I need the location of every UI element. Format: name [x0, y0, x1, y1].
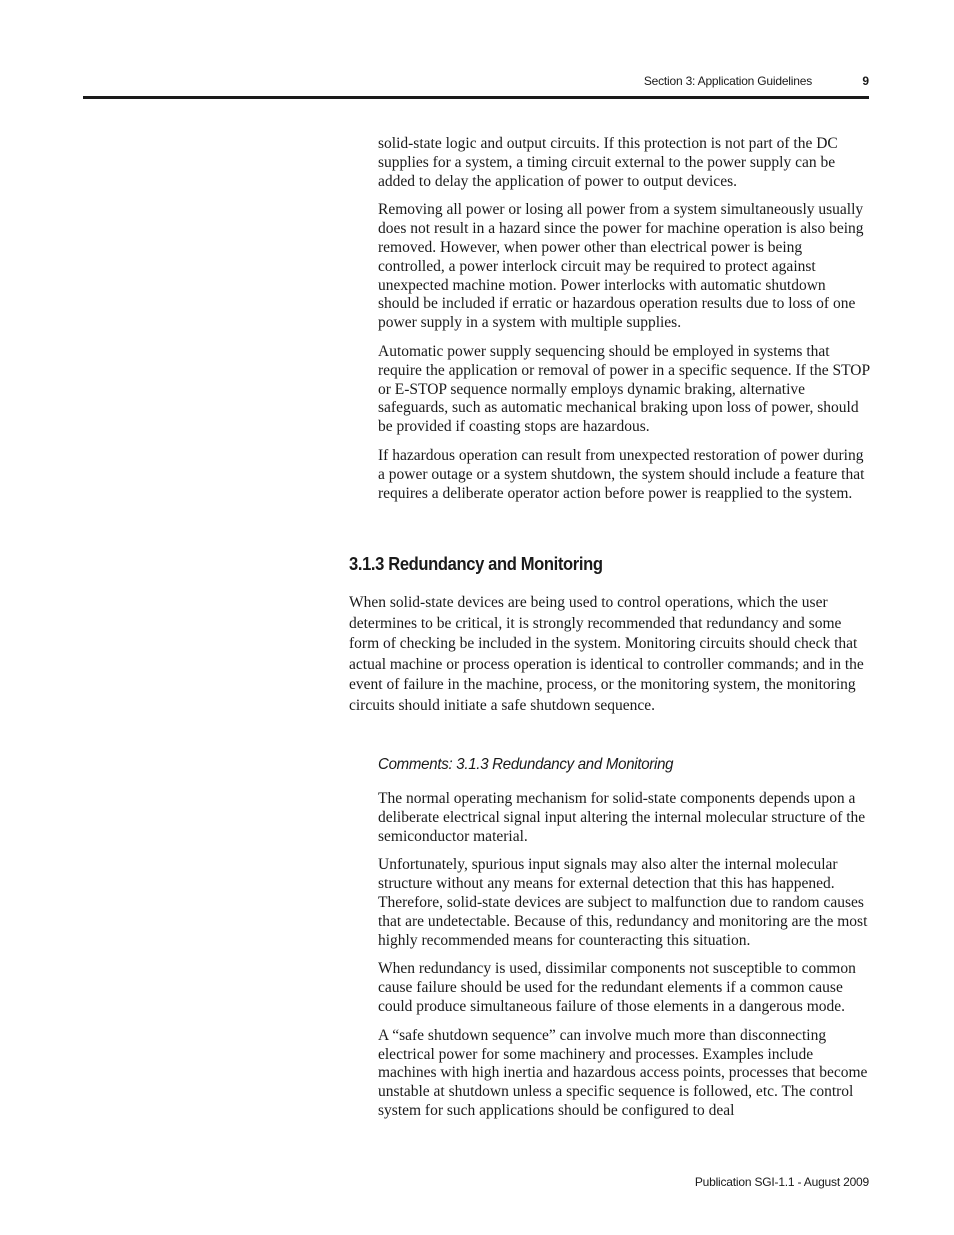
paragraph: When redundancy is used, dissimilar components not susceptible to common cause failure should be used for the redundant elements if a common cause could produce simultaneous failure of those elements in a dangerous mode. — [378, 960, 856, 1015]
paragraph: solid-state logic and output circuits. If this protection is not part of the DC supplies for a system, a timing circuit external to the power supply can be added to delay the application of power to output devices. — [378, 135, 838, 190]
running-header — [0, 74, 954, 94]
paragraph: Automatic power supply sequencing should be employed in systems that require the application or removal of power in a specific sequence. If the STOP or E-STOP sequence normally employs dynamic braking, alternative safeguards, such as automatic mechanical braking upon loss of power, should be provided if coasting stops are hazardous. — [378, 342, 870, 436]
paragraph: Removing all power or losing all power from a system simultaneously usually does not result in a hazard since the power for machine operation is also being removed. However, when power other than electrical power is being controlled, a power interlock circuit may be required to protect against unexpected machine motion. Power interlocks with automatic shutdown should be included if erratic or hazardous operation results due to loss of one power supply in a system with multiple supplies. — [378, 201, 864, 332]
section-intro-paragraph: When solid-state devices are being used to control operations, which the user determines to be critical, it is strongly recommended that redundancy and some form of checking be included in the system. Monitoring circuits should check that actual machine or process operation is identical to controller commands; and in the event of failure in the machine, process, or the monitoring system, the monitoring circuits should initiate a safe shutdown sequence. — [349, 594, 864, 714]
publication-footer: Publication SGI-1.1 - August 2009 — [694, 1175, 869, 1189]
body-text-block — [378, 135, 870, 513]
page-number: 9 — [862, 74, 869, 88]
paragraph: A “safe shutdown sequence” can involve much more than disconnecting electrical power for some machinery and processes. Examples include machines with high inertia and hazardous access points, processes that become unstable at shutdown unless a specific sequence is followed, etc. The control system for such applications should be configured to deal — [378, 1026, 868, 1119]
paragraph: Unfortunately, spurious input signals may also alter the internal molecular structure without any means for external detection that this has happened. Therefore, solid-state devices are subject to malfunction due to random causes that are undetectable. Because of this, redundancy and monitoring are the most highly recommended means for counteracting this situation. — [378, 856, 868, 949]
comments-heading: Comments: 3.1.3 Redundancy and Monitoring — [378, 756, 674, 773]
paragraph: If hazardous operation can result from unexpected restoration of power during a power outage or a system shutdown, the system should include a feature that requires a deliberate operator action before power is reapplied to the system. — [378, 446, 865, 502]
paragraph: The normal operating mechanism for solid-state components depends upon a deliberate electrical signal input altering the internal molecular structure of the semiconductor material. — [378, 790, 866, 845]
header-rule — [83, 96, 869, 99]
comments-text-block — [378, 790, 870, 1131]
section-title: Section 3: Application Guidelines — [643, 74, 812, 88]
section-heading: 3.1.3 Redundancy and Monitoring — [349, 554, 603, 574]
